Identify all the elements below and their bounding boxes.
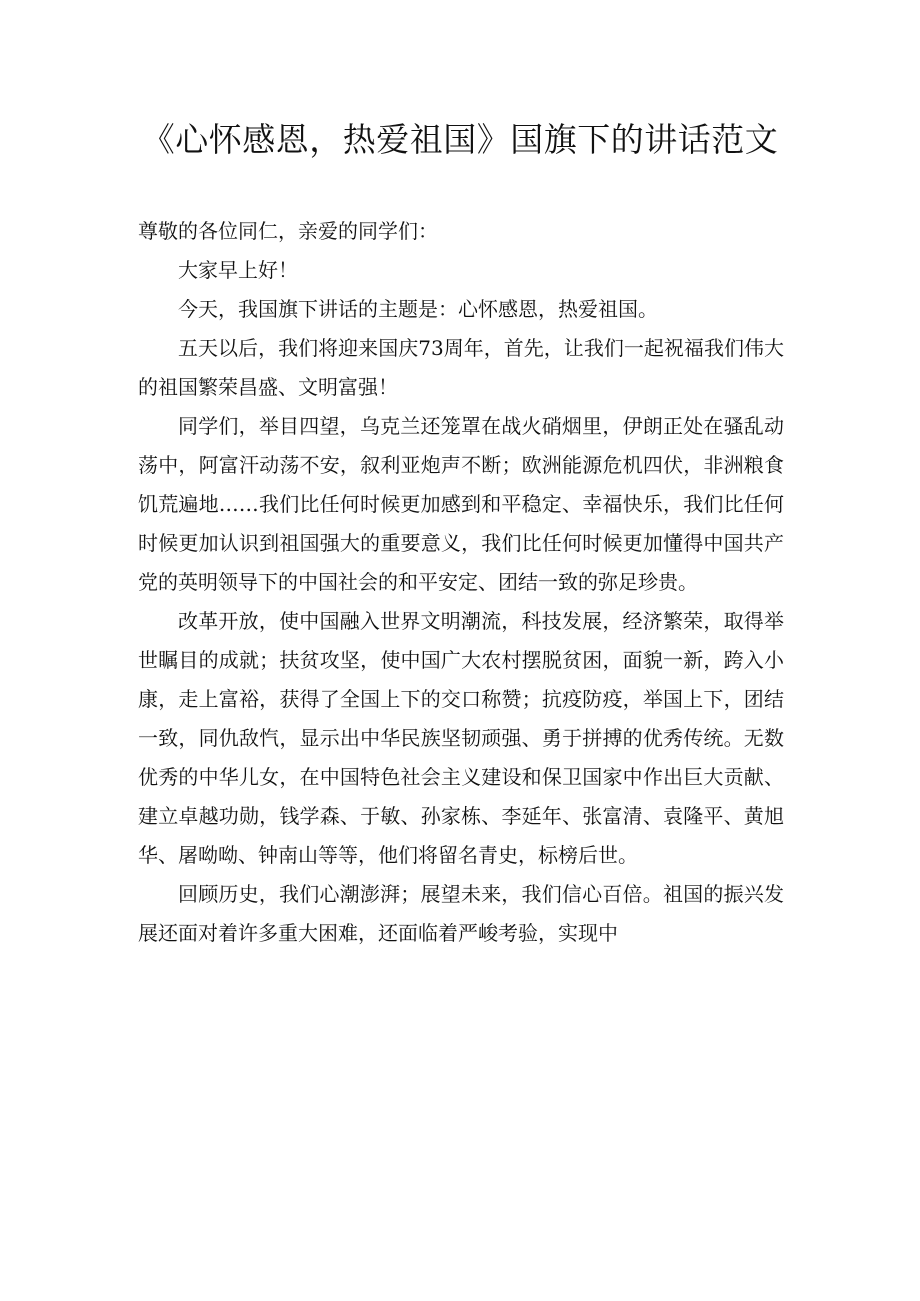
paragraph-world-situation: 同学们，举目四望，乌克兰还笼罩在战火硝烟里，伊朗正处在骚乱动荡中，阿富汗动荡不安，叙利亚炮声不断；欧洲能源危机四伏，非洲粮食饥荒遍地……我们比任何时候更加感到和平稳定、幸福快乐，我们比任何时候更加认识到祖国强大的重要意义，我们比任何时候更加懂得中国共产党的英明领导下的中国社会的和平安定、团结一致的弥足珍贵。	[138, 414, 784, 594]
paragraph-greeting: 大家早上好！	[178, 258, 298, 282]
document-body	[138, 212, 784, 953]
paragraph-theme: 今天，我国旗下讲话的主题是：心怀感恩，热爱祖国。	[178, 297, 658, 321]
paragraph-outlook: 回顾历史，我们心潮澎湃；展望未来，我们信心百倍。祖国的振兴发展还面对着许多重大困难，还面临着严峻考验，实现中	[138, 882, 784, 945]
document-title: 《心怀感恩，热爱祖国》国旗下的讲话范文	[141, 120, 779, 159]
salutation: 尊敬的各位同仁，亲爱的同学们：	[138, 219, 438, 243]
paragraph-achievements: 改革开放，使中国融入世界文明潮流，科技发展，经济繁荣，取得举世瞩目的成就；扶贫攻坚，使中国广大农村摆脱贫困，面貌一新，跨入小康，走上富裕，获得了全国上下的交口称赞；抗疫防疫，举国上下，团结一致，同仇敌忾，显示出中华民族坚韧顽强、勇于拼搏的优秀传统。无数优秀的中华儿女，在中国特色社会主义建设和保卫国家中作出巨大贡献、建立卓越功勋，钱学森、于敏、孙家栋、李延年、张富清、袁隆平、黄旭华、屠呦呦、钟南山等等，他们将留名青史，标榜后世。	[138, 609, 784, 867]
paragraph-national-day: 五天以后，我们将迎来国庆73周年，首先，让我们一起祝福我们伟大的祖国繁荣昌盛、文明富强！	[138, 336, 784, 399]
